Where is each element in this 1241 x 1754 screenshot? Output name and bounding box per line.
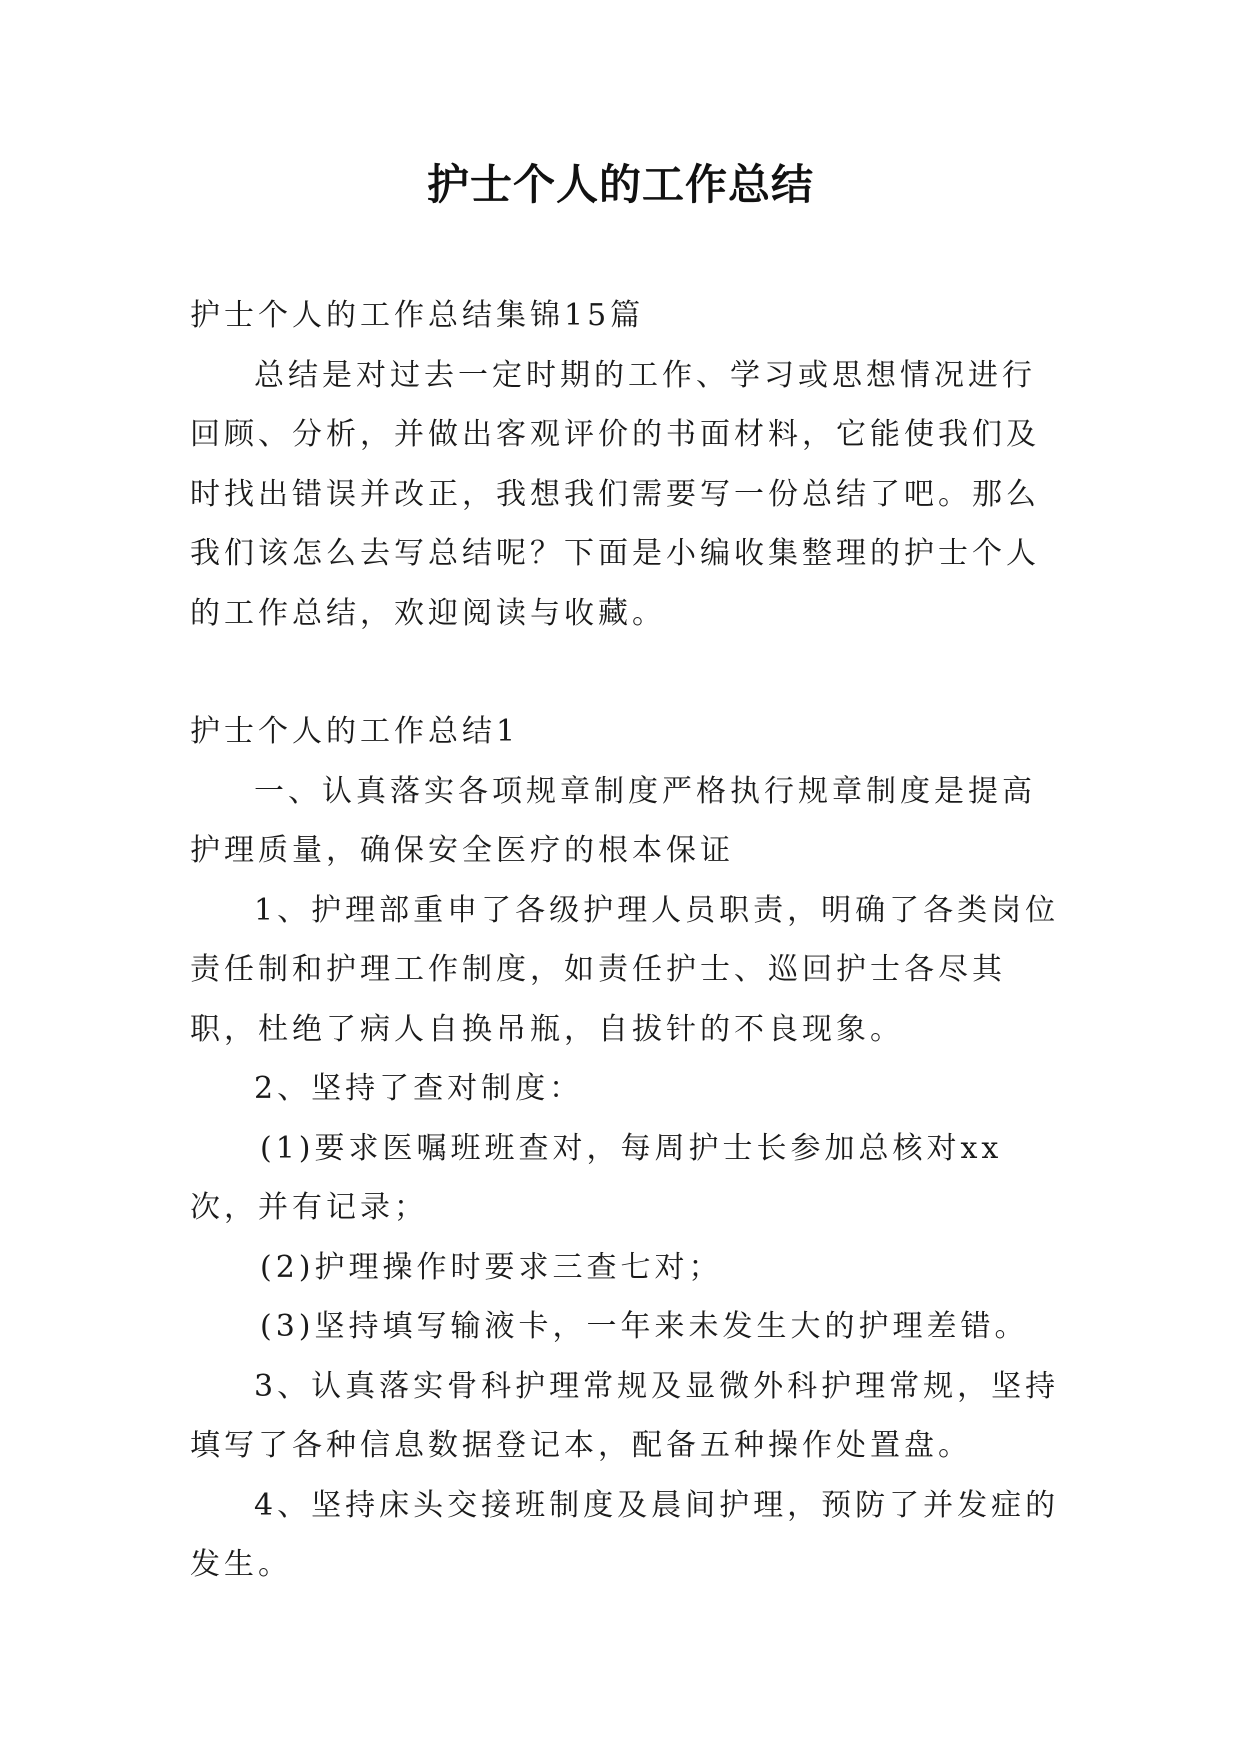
paragraph-5: (2)护理操作时要求三查七对； xyxy=(260,1249,723,1285)
paragraph-8: 4、坚持床头交接班制度及晨间护理，预防了并发症的发生。 xyxy=(190,1487,1060,1582)
paragraph-3: 2、坚持了查对制度： xyxy=(254,1071,584,1106)
paragraph-6: (3)坚持填写输液卡，一年来未发生大的护理差错。 xyxy=(260,1309,1029,1344)
paragraph-gap xyxy=(190,643,1060,702)
paragraph-4: (1)要求医嘱班班查对，每周护士长参加总核对xx次，并有记录； xyxy=(190,1130,1003,1225)
document-title: 护士个人的工作总结 xyxy=(426,160,814,209)
paragraph-2: 1、护理部重申了各级护理人员职责，明确了各类岗位责任制和护理工作制度，如责任护士、巡回护士各尽其职，杜绝了病人自换吊瓶，自拔针的不良现象。 xyxy=(190,892,1060,1047)
section-heading: 护士个人的工作总结1 xyxy=(190,714,520,749)
document-body xyxy=(190,286,1060,1595)
document-subtitle: 护士个人的工作总结集锦15篇 xyxy=(190,298,645,333)
intro-paragraph: 总结是对过去一定时期的工作、学习或思想情况进行回顾、分析，并做出客观评价的书面材料，它能使我们及时找出错误并改正，我想我们需要写一份总结了吧。那么我们该怎么去写总结呢？下面是小编收集整理的护士个人的工作总结，欢迎阅读与收藏。 xyxy=(190,357,1040,631)
paragraph-7: 3、认真落实骨科护理常规及显微外科护理常规，坚持填写了各种信息数据登记本，配备五种操作处置盘。 xyxy=(190,1368,1060,1463)
paragraph-1: 一、认真落实各项规章制度严格执行规章制度是提高护理质量，确保安全医疗的根本保证 xyxy=(190,773,1036,868)
